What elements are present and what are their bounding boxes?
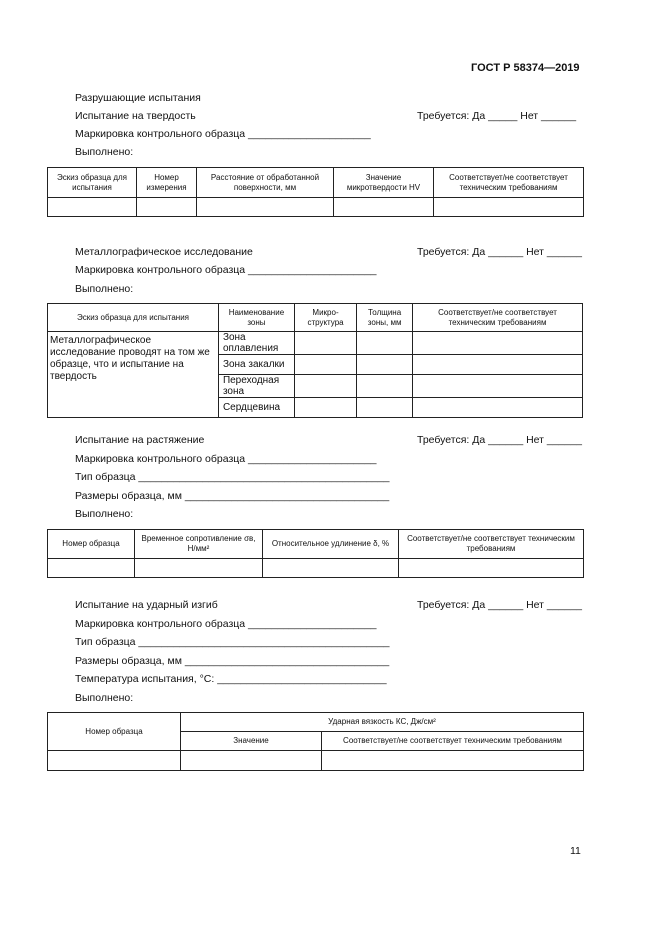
- tensile-done: Выполнено:: [75, 508, 134, 520]
- section-title: Разрушающие испытания: [75, 92, 201, 104]
- col-measurement: Номер измерения: [137, 168, 197, 198]
- col-sketch: Эскиз образца для испытания: [48, 168, 137, 198]
- col-conformity: Соответствует/не соответствует техническим требованиям: [322, 732, 584, 751]
- col-sample: Номер образца: [48, 713, 181, 751]
- table-row: [48, 751, 584, 771]
- hardness-table: [47, 167, 584, 217]
- page-number: 11: [570, 845, 581, 857]
- impact-label: Испытание на ударный изгиб: [75, 599, 218, 611]
- metallography-done: Выполнено:: [75, 283, 134, 295]
- tensile-marking: Маркировка контрольного образца ______________________: [75, 453, 377, 465]
- metallography-required: Требуется: Да ______ Нет ______: [417, 246, 582, 258]
- impact-marking: Маркировка контрольного образца ______________________: [75, 618, 377, 630]
- table-row: [48, 198, 584, 217]
- table-row: [48, 332, 583, 355]
- impact-required: Требуется: Да ______ Нет ______: [417, 599, 582, 611]
- hardness-required: Требуется: Да _____ Нет ______: [417, 110, 577, 122]
- col-conformity: Соответствует/не соответствует техническим требованиям: [413, 304, 583, 332]
- col-microstructure: Микро-структура: [294, 304, 356, 332]
- zone-name: Переходная зона: [218, 375, 294, 398]
- tensile-required: Требуется: Да ______ Нет ______: [417, 434, 582, 446]
- col-distance: Расстояние от обработанной поверхности, мм: [197, 168, 334, 198]
- document-id: ГОСТ Р 58374—2019: [471, 62, 580, 74]
- col-conformity: Соответствует/не соответствует техническим требованиям: [434, 168, 584, 198]
- col-conformity: Соответствует/не соответствует техническим требованиям: [399, 530, 584, 559]
- col-impact-group: Ударная вязкость КС, Дж/см²: [181, 713, 584, 732]
- impact-done: Выполнено:: [75, 692, 134, 704]
- tensile-dimensions: Размеры образца, мм ___________________________________: [75, 490, 390, 502]
- metallography-note: Металлографическое исследование проводят на том же образце, что и испытание на твердость: [48, 332, 219, 418]
- tensile-label: Испытание на растяжение: [75, 434, 205, 446]
- col-strength: Временное сопротивление σв, Н/мм²: [135, 530, 263, 559]
- col-sketch: Эскиз образца для испытания: [48, 304, 219, 332]
- zone-name: Зона оплавления: [218, 332, 294, 355]
- impact-dimensions: Размеры образца, мм ___________________________________: [75, 655, 390, 667]
- impact-type: Тип образца ___________________________________________: [75, 636, 390, 648]
- hardness-done: Выполнено:: [75, 146, 134, 158]
- col-sample: Номер образца: [48, 530, 135, 559]
- zone-name: Зона закалки: [218, 355, 294, 375]
- tensile-table: [47, 529, 584, 578]
- tensile-type: Тип образца ___________________________________________: [75, 471, 390, 483]
- hardness-test-label: Испытание на твердость: [75, 110, 196, 122]
- col-elongation: Относительное удлинение δ, %: [263, 530, 399, 559]
- col-value: Значение: [181, 732, 322, 751]
- metallography-marking: Маркировка контрольного образца ______________________: [75, 264, 377, 276]
- metallography-table: [47, 303, 583, 418]
- col-thickness: Толщина зоны, мм: [357, 304, 413, 332]
- zone-name: Сердцевина: [218, 398, 294, 418]
- metallography-label: Металлографическое исследование: [75, 246, 253, 258]
- table-row: [48, 559, 584, 578]
- col-zone: Наименование зоны: [218, 304, 294, 332]
- impact-temperature: Температура испытания, °C: _____________________________: [75, 673, 387, 685]
- impact-table: [47, 712, 584, 771]
- col-hv: Значение микротвердости HV: [334, 168, 434, 198]
- hardness-marking: Маркировка контрольного образца _____________________: [75, 128, 371, 140]
